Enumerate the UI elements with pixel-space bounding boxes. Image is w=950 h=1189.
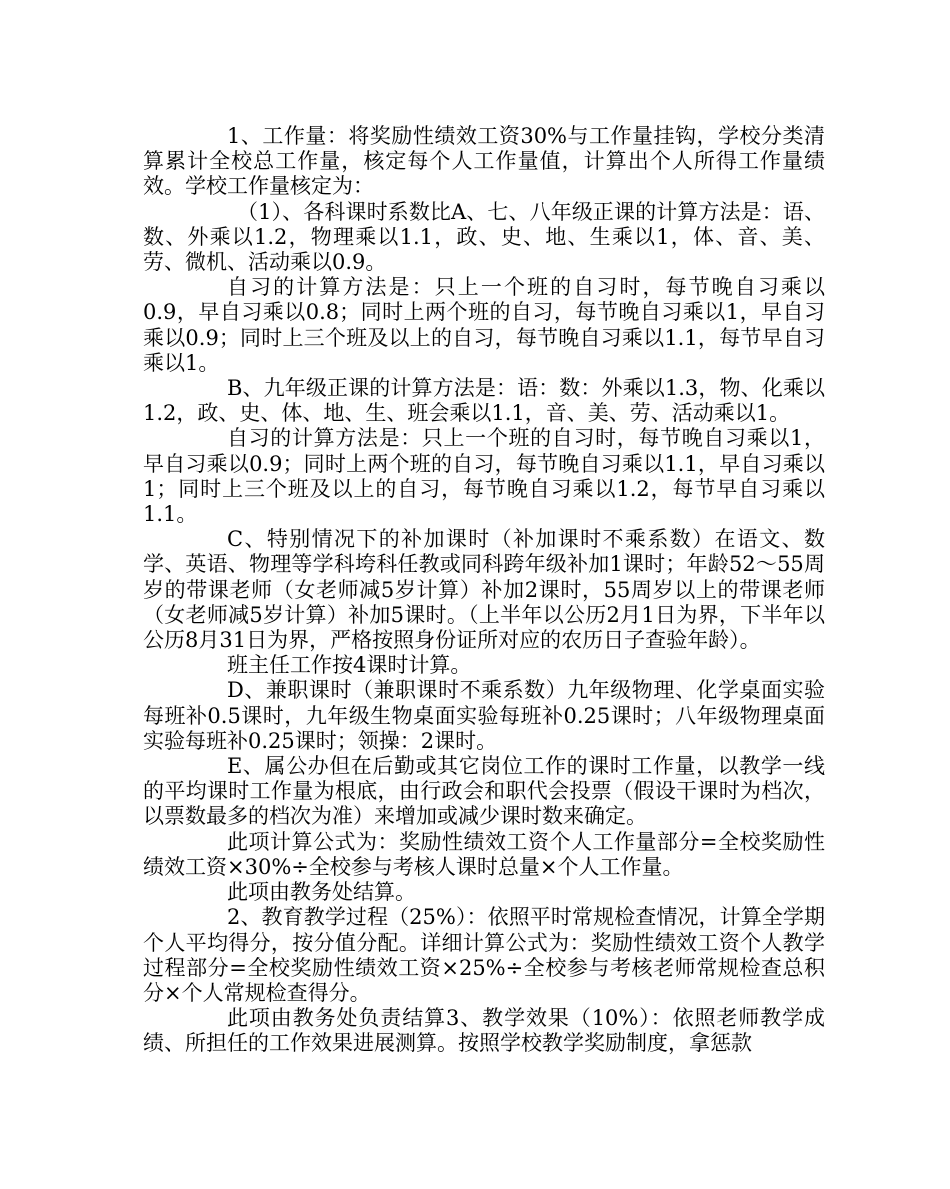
paragraph-head-teacher: 班主任工作按4课时计算。 bbox=[227, 653, 472, 678]
paragraph-logistics-e: E、属公办但在后勤或其它岗位工作的课时工作量，以教学一线的平均课时工作量为根底，由行政会和职代会投票（假设干课时为档次，以票数最多的档次为准）来增加或减少课时数来确定。 bbox=[143, 754, 825, 829]
paragraph-workload: 1、工作量：将奖励性绩效工资30%与工作量挂钩，学校分类清算累计全校总工作量，核定每个人工作量值，计算出个人所得工作量绩效。学校工作量核定为： bbox=[143, 124, 825, 199]
paragraph-teaching-effect: 此项由教务处负责结算3、教学效果（10%）：依照老师教学成绩、所担任的工作效果进展测算。按照学校教学奖励制度，拿惩款 bbox=[143, 1006, 825, 1056]
paragraph-extra-hours-c: C、特别情况下的补加课时（补加课时不乘系数）在语文、数学、英语、物理等学科垮科任教或同科跨年级补加1课时；年龄52～55周岁的带课老师（女老师减5岁计算）补加2课时，55周岁以上的带课老师（女老师减5岁计算）补加5课时。（上半年以公历2月1日为界，下半年以公历8月31日为界，严格按照身份证所对应的农历日子查验年龄）。 bbox=[143, 527, 825, 653]
paragraph-teaching-process: 2、教育教学过程（25%）：依照平时常规检查情况，计算全学期个人平均得分，按分值分配。详细计算公式为：奖励性绩效工资个人教学过程部分=全校奖励性绩效工资×25%÷全校参与考核老师常规检查总积分×个人常规检查得分。 bbox=[143, 905, 825, 1005]
paragraph-settlement-note: 此项由教务处结算。 bbox=[227, 880, 416, 905]
paragraph-part-time-d: D、兼职课时（兼职课时不乘系数）九年级物理、化学桌面实验每班补0.5课时，九年级生物桌面实验每班补0.25课时；八年级物理桌面实验每班补0.25课时；领操：2课时。 bbox=[143, 678, 825, 753]
paragraph-coefficient-a: （1）、各科课时系数比A、七、八年级正课的计算方法是：语、数、外乘以1.2，物理乘以1.1，政、史、地、生乘以1，体、音、美、劳、微机、活动乘以0.9。 bbox=[143, 199, 825, 275]
paragraph-self-study-a: 自习的计算方法是：只上一个班的自习时，每节晚自习乘以0.9，早自习乘以0.8；同时上两个班的自习，每节晚自习乘以1，早自习乘以0.9；同时上三个班及以上的自习，每节晚自习乘以1.1，每节早自习乘以1。 bbox=[143, 275, 825, 375]
paragraph-grade9-b: B、九年级正课的计算方法是：语：数：外乘以1.3，物、化乘以1.2，政、史、体、地、生、班会乘以1.1，音、美、劳、活动乘以1。 bbox=[143, 376, 825, 426]
paragraph-self-study-b: 自习的计算方法是：只上一个班的自习时，每节晚自习乘以1，早自习乘以0.9；同时上两个班的自习，每节晚自习乘以1.1，早自习乘以1；同时上三个班及以上的自习，每节晚自习乘以1.2，每节早自习乘以1.1。 bbox=[143, 426, 825, 527]
document-body bbox=[143, 124, 825, 1057]
paragraph-formula-workload: 此项计算公式为：奖励性绩效工资个人工作量部分=全校奖励性绩效工资×30%÷全校参与考核人课时总量×个人工作量。 bbox=[143, 829, 825, 879]
